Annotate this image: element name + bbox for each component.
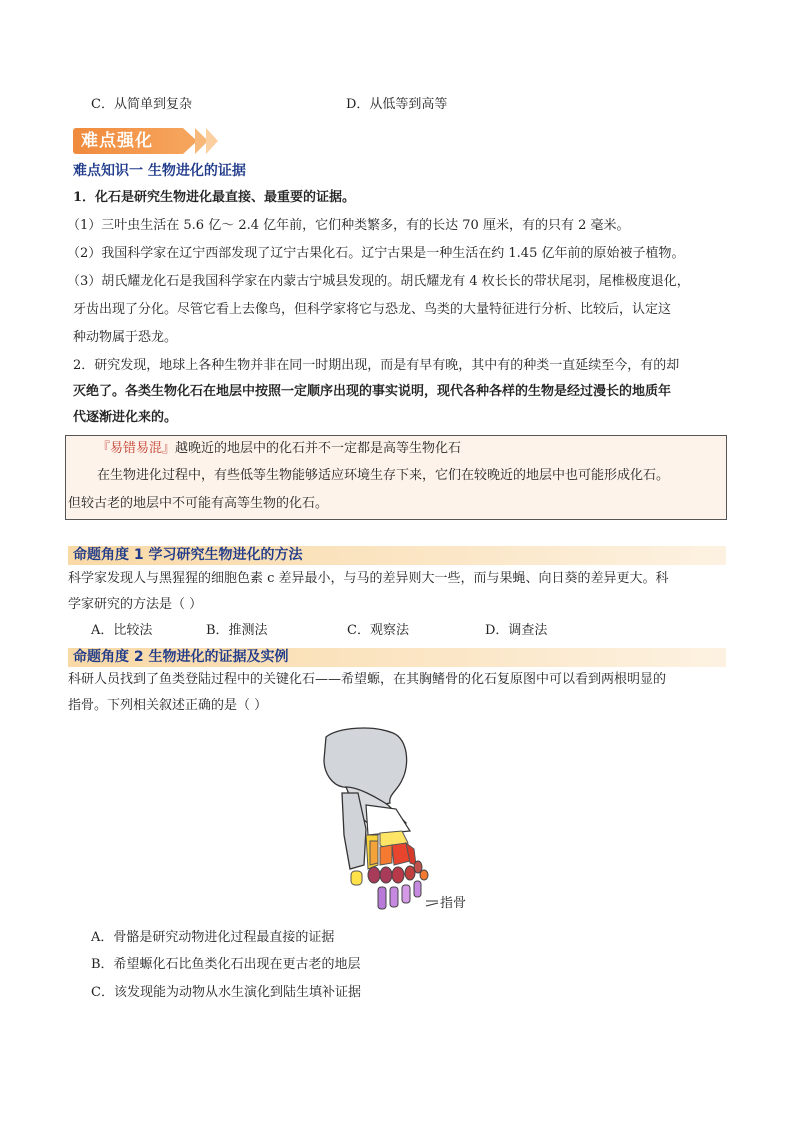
angle2-option-c: C．该发现能为动物从水生演化到陆生填补证据 — [91, 985, 361, 1000]
label-leader-line-2 — [426, 903, 438, 906]
knowledge-p1-2: （2）我国科学家在辽宁西部发现了辽宁古果化石。辽宁古果是一种生活在约 1.45 亿年前的原始被子植物。 — [67, 246, 685, 261]
section-banner — [73, 128, 219, 154]
angle1-question-2: 学家研究的方法是（ ） — [68, 597, 203, 612]
knowledge-p1-3b: 牙齿出现了分化。尽管它看上去像鸟，但科学家将它与恐龙、鸟类的大量特征进行分析、比较后，认定这 — [73, 302, 672, 317]
orange-bone-2 — [380, 845, 392, 865]
tip-line-2: 但较古老的地层中不可能有高等生物的化石。 — [68, 496, 329, 511]
banner-chevron-3 — [206, 128, 218, 154]
knowledge-p1: 1．化石是研究生物进化最直接、最重要的证据。 — [73, 190, 356, 205]
fin-bone-figure — [318, 725, 478, 920]
yellow-bone-1 — [351, 871, 362, 885]
knowledge-p1-1: （1）三叶虫生活在 5.6 亿～ 2.4 亿年前，它们种类繁多，有的长达 70 厘米，有的只有 2 毫米。 — [67, 218, 630, 233]
knowledge-p1-3a: （3）胡氏耀龙化石是我国科学家在内蒙古宁城县发现的。胡氏耀龙有 4 枚长长的带状尾羽，尾椎极度退化， — [67, 274, 690, 289]
maroon-bone-4 — [405, 866, 415, 880]
angle1-question-1: 科学家发现人与黑猩猩的细胞色素 c 差异最小，与马的差异则大一些，而与果蝇、向日葵的差异更大。科 — [68, 571, 669, 586]
purple-digit-3 — [402, 885, 410, 903]
angle2-option-a: A．骨骼是研究动物进化过程最直接的证据 — [91, 930, 335, 945]
orange-tip — [420, 870, 428, 880]
maroon-bone-2 — [380, 867, 392, 883]
figure-label: 指骨 — [440, 896, 467, 911]
purple-digit-2 — [390, 887, 398, 907]
angle2-bar — [68, 648, 726, 667]
angle1-option-d: D．调查法 — [485, 623, 548, 638]
tip-tag: 『易错易混』 — [97, 441, 176, 456]
angle2-option-b: B．希望螈化石比鱼类化石出现在更古老的地层 — [91, 957, 361, 972]
angle1-option-c: C．观察法 — [347, 623, 409, 638]
knowledge-p2b: 灭绝了。各类生物化石在地层中按照一定顺序出现的事实说明，现代各种各样的生物是经过漫长的地质年 — [73, 384, 672, 399]
angle1-option-a: A．比较法 — [91, 623, 153, 638]
angle2-question-1: 科研人员找到了鱼类登陆过程中的关键化石——希望螈，在其胸鳍骨的化石复原图中可以看到两根明显的 — [68, 672, 667, 687]
angle2-question-2: 指骨。下列相关叙述正确的是（ ） — [68, 698, 268, 713]
orange-bone-1 — [370, 841, 378, 865]
carpal-block — [366, 805, 410, 835]
knowledge-p2a: 2．研究发现，地球上各种生物并非在同一时期出现，而是有早有晚，其中有的种类一直延续至今，有的却 — [73, 358, 680, 373]
banner-label: 难点强化 — [81, 131, 153, 151]
tip-heading-text: 越晚近的地层中的化石并不一定都是高等生物化石 — [175, 441, 462, 456]
maroon-bone-1 — [368, 867, 380, 883]
knowledge-title: 难点知识一 生物进化的证据 — [73, 163, 246, 179]
option-c: C．从简单到复杂 — [91, 97, 192, 112]
angle1-title: 命题角度 1 学习研究生物进化的方法 — [73, 547, 303, 563]
angle2-title: 命题角度 2 生物进化的证据及实例 — [73, 649, 289, 665]
purple-digit-1 — [378, 887, 386, 909]
tip-line-1: 在生物进化过程中，有些低等生物能够适应环境生存下来，它们在较晚近的地层中也可能形成化石。 — [97, 468, 670, 483]
maroon-bone-3 — [392, 867, 404, 883]
tip-heading — [97, 441, 461, 457]
option-d: D．从低等到高等 — [346, 97, 448, 112]
purple-digit-4 — [414, 881, 421, 897]
angle1-bar — [68, 546, 726, 565]
knowledge-p2c: 代逐渐进化来的。 — [73, 410, 178, 425]
angle1-option-b: B．推测法 — [206, 623, 268, 638]
knowledge-p1-3c: 种动物属于恐龙。 — [73, 330, 178, 345]
